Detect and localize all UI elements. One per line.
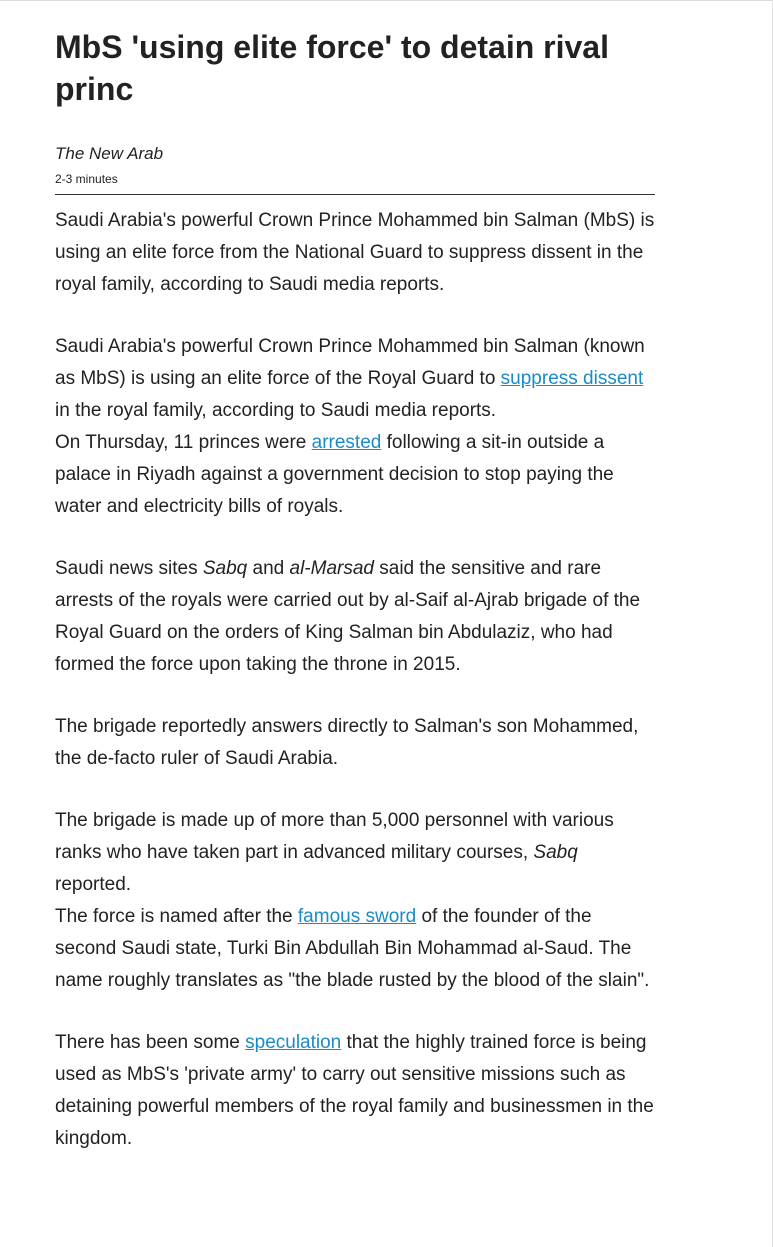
paragraph-text: Saudi Arabia's powerful Crown Prince Mohammed bin Salman (MbS) is using an elite force from the National Guard to suppress dissent in the royal family, according to Saudi media reports. — [55, 210, 655, 295]
paragraph-text: The brigade reportedly answers directly to Salman's son Mohammed, the de-facto ruler of Saudi Arabia. — [55, 716, 639, 769]
paragraph-intro — [55, 205, 655, 301]
paragraph-text: said the sensitive and rare arrests of the royals were carried out by al-Saif al-Ajrab brigade of the Royal Guard on the orders of King Salman bin Abdulaziz, who had formed the force upon taking the throne in 2015. — [55, 558, 641, 675]
article-title: MbS 'using elite force' to detain rival princ — [55, 29, 609, 107]
suppress-dissent-link[interactable]: suppress dissent — [500, 368, 644, 389]
paragraph-text: The force is named after the — [55, 906, 298, 927]
source-name-sabq: Sabq — [533, 842, 578, 863]
paragraph-text: Saudi news sites — [55, 558, 203, 579]
article — [55, 26, 655, 1185]
arrested-link[interactable]: arrested — [311, 432, 382, 453]
paragraph-text: that the highly trained force is being used as MbS's 'private army' to carry out sensitive missions such as detaining powerful members of the royal family and businessmen in the kingdom. — [55, 1032, 654, 1149]
paragraph-suppress-dissent — [55, 331, 655, 427]
paragraph-text: following a sit-in outside a palace in Riyadh against a government decision to stop paying the water and electricity bills of royals. — [55, 432, 614, 517]
paragraph-text: Saudi Arabia's powerful Crown Prince Mohammed bin Salman (known as MbS) is using an elite force of the Royal Guard to — [55, 336, 645, 389]
article-source: The New Arab — [55, 144, 164, 163]
source-name-al-marsad: al-Marsad — [289, 558, 374, 579]
paragraph-speculation — [55, 1027, 655, 1155]
source-name-sabq: Sabq — [202, 558, 248, 579]
header-divider — [55, 194, 655, 195]
paragraph-text: and — [247, 558, 290, 579]
paragraph-arrests — [55, 427, 655, 523]
reading-time: 2-3 minutes — [55, 172, 118, 186]
paragraph-brigade-personnel — [55, 805, 655, 901]
paragraph-text: On Thursday, 11 princes were — [55, 432, 312, 453]
window-top-edge — [0, 0, 773, 4]
paragraph-text: of the founder of the second Saudi state, Turki Bin Abdullah Bin Mohammad al-Saud. The name roughly translates as "the blade rusted by the blood of the slain". — [55, 906, 650, 991]
speculation-link[interactable]: speculation — [245, 1032, 342, 1053]
paragraph-news-sites — [55, 553, 655, 681]
paragraph-text: reported. — [55, 874, 132, 895]
paragraph-text: There has been some — [55, 1032, 246, 1053]
article-body — [55, 205, 655, 1155]
paragraph-text: The brigade is made up of more than 5,000 personnel with various ranks who have taken part in advanced military courses, — [55, 810, 614, 863]
famous-sword-link[interactable]: famous sword — [297, 906, 417, 927]
paragraph-brigade-answers — [55, 711, 655, 775]
paragraph-sword-name — [55, 901, 655, 997]
paragraph-text: in the royal family, according to Saudi media reports. — [55, 400, 497, 421]
